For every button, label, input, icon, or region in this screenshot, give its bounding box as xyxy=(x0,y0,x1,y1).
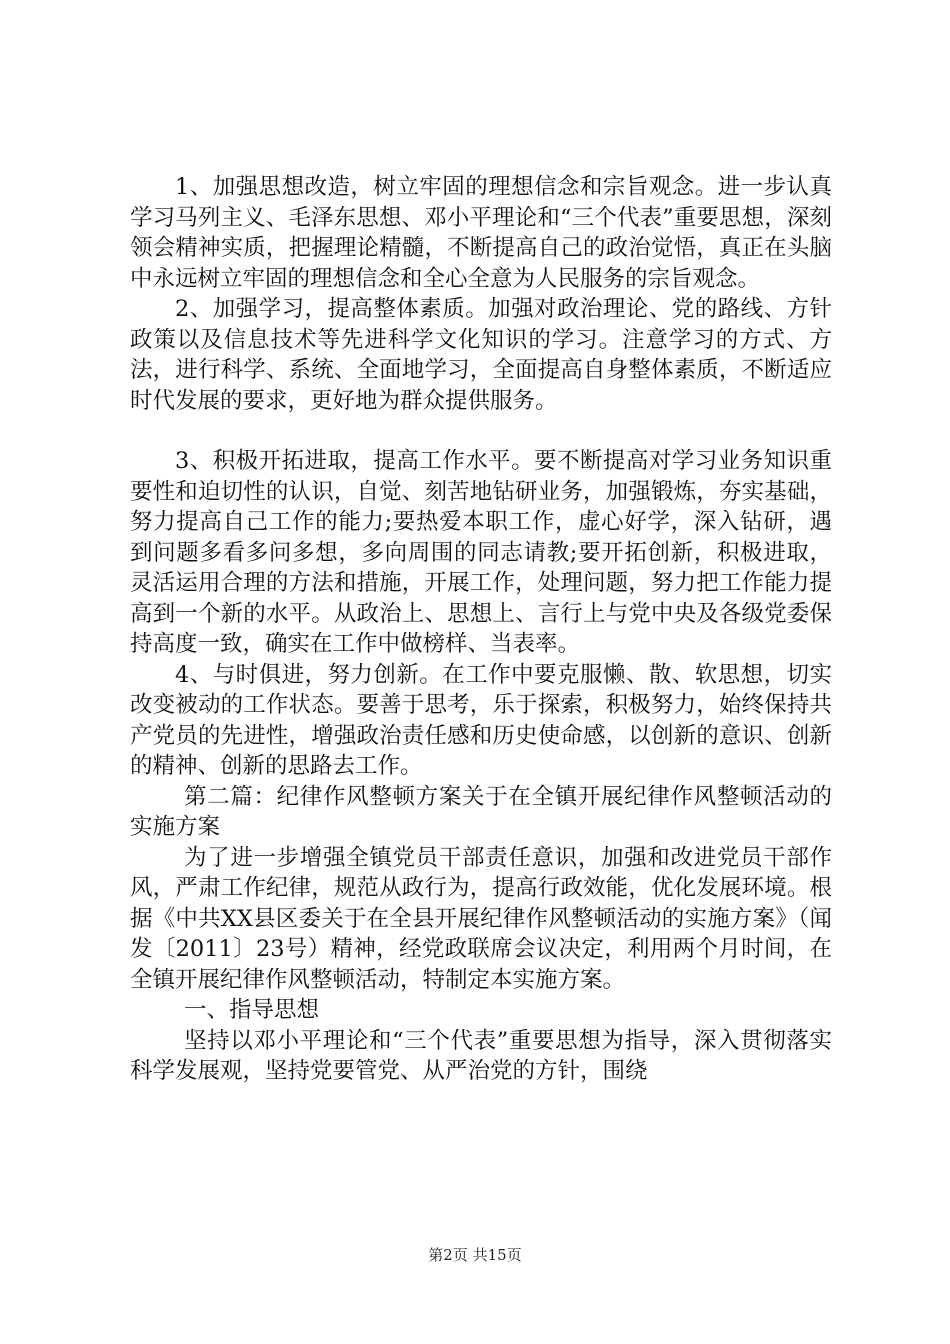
section-heading-part-two: 第二篇：纪律作风整顿方案关于在全镇开展纪律作风整顿活动的实施方案 xyxy=(130,783,832,840)
document-body xyxy=(130,172,832,1087)
paragraph-2: 2、加强学习，提高整体素质。加强对政治理论、党的路线、方针政策以及信息技术等先进科学文化知识的学习。注意学习的方式、方法，进行科学、系统、全面地学习，全面提高自身整体素质，不断适应时代发展的要求，更好地为群众提供服务。 xyxy=(130,296,832,414)
paragraph-6: 坚持以邓小平理论和“三个代表”重要思想为指导，深入贯彻落实科学发展观，坚持党要管党、从严治党的方针，围绕 xyxy=(130,1027,832,1084)
section-heading-guiding-thought: 一、指导思想 xyxy=(184,997,320,1023)
page-number-footer: 第2页 共15页 xyxy=(428,1246,522,1264)
paragraph-5: 为了进一步增强全镇党员干部责任意识，加强和改进党员干部作风，严肃工作纪律，规范从政行为，提高行政效能，优化发展环境。根据《中共XX县区委关于在全县开展纪律作风整顿活动的实施方案》（闻发〔2011〕23号）精神，经党政联席会议决定，利用两个月时间，在全镇开展纪律作风整顿活动，特制定本实施方案。 xyxy=(130,844,832,993)
paragraph-3: 3、积极开拓进取，提高工作水平。要不断提高对学习业务知识重要性和迫切性的认识，自觉、刻苦地钻研业务，加强锻炼，夯实基础，努力提高自己工作的能力;要热爱本职工作，虚心好学，深入钻研，遇到问题多看多问多想，多向周围的同志请教;要开拓创新，积极进取，灵活运用合理的方法和措施，开展工作，处理问题，努力把工作能力提高到一个新的水平。从政治上、思想上、言行上与党中央及各级党委保持高度一致，确实在工作中做榜样、当表率。 xyxy=(130,448,832,657)
paragraph-1: 1、加强思想改造，树立牢固的理想信念和宗旨观念。进一步认真学习马列主义、毛泽东思想、邓小平理论和“三个代表”重要思想，深刻领会精神实质，把握理论精髓，不断提高自己的政治觉悟，真正在头脑中永远树立牢固的理想信念和全心全意为人民服务的宗旨观念。 xyxy=(130,174,832,292)
paragraph-4: 4、与时俱进，努力创新。在工作中要克服懒、散、软思想，切实改变被动的工作状态。要善于思考，乐于探索，积极努力，始终保持共产党员的先进性，增强政治责任感和历史使命感，以创新的意识、创新的精神、创新的思路去工作。 xyxy=(130,661,832,779)
paragraph-spacer xyxy=(130,416,832,446)
